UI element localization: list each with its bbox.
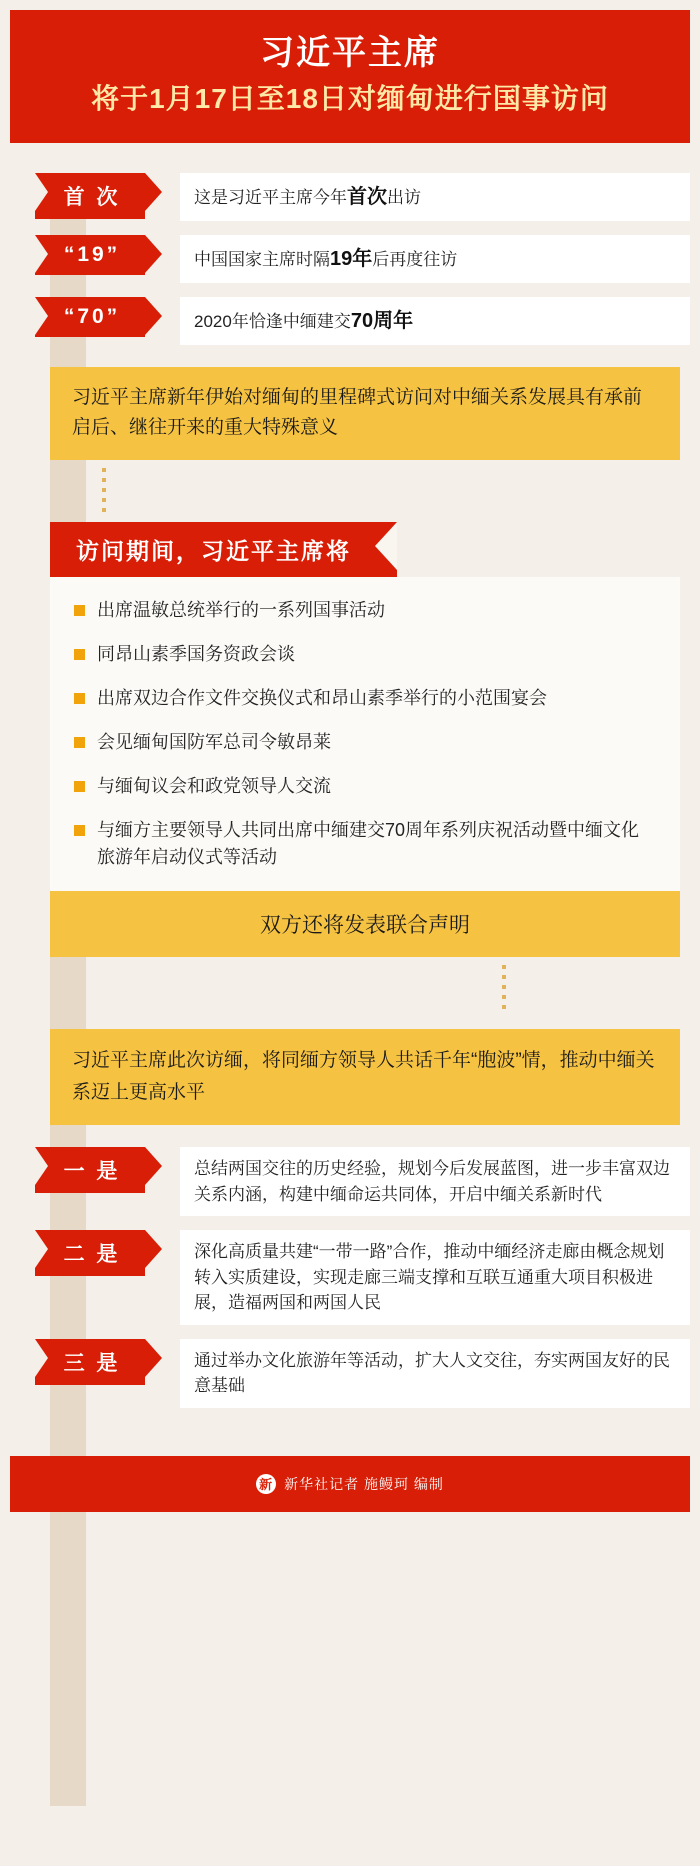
square-bullet-icon: [74, 649, 85, 660]
significance-box: 习近平主席新年伊始对缅甸的里程碑式访问对中缅关系发展具有承前启后、继往开来的重大特殊意义: [50, 367, 680, 460]
list-item: [74, 773, 656, 800]
point-tag-one: 一 是: [35, 1147, 145, 1193]
list-item-label: 与缅甸议会和政党领导人交流: [97, 775, 331, 796]
main-content: [0, 173, 700, 1430]
highlight-text-after: 出访: [387, 187, 421, 207]
credit-line: [256, 1474, 444, 1494]
visit-activity-list: [50, 577, 680, 891]
list-item: [74, 729, 656, 756]
list-item: [74, 641, 656, 668]
lead-text-box: 习近平主席此次访缅，将同缅方领导人共话千年“胞波”情，推动中缅关系迈上更高水平: [50, 1029, 680, 1126]
point-text-two: 深化高质量共建“一带一路”合作，推动中缅经济走廊由概念规划转入实质建设，实现走廊三端支撑和互联互通重大项目积极进展，造福两国和两国人民: [180, 1230, 690, 1325]
point-text-one: 总结两国交往的历史经验，规划今后发展蓝图，进一步丰富双边关系内涵，构建中缅命运共同体，开启中缅关系新时代: [180, 1147, 690, 1216]
point-row: [10, 1230, 690, 1325]
square-bullet-icon: [74, 693, 85, 704]
highlights-section: [10, 173, 690, 345]
list-item-label: 出席双边合作文件交换仪式和昂山素季举行的小范围宴会: [97, 687, 547, 708]
highlight-text-19: [180, 235, 690, 283]
highlight-text-first: [180, 173, 690, 221]
visit-section: [10, 522, 690, 957]
square-bullet-icon: [74, 737, 85, 748]
list-item: [74, 685, 656, 712]
highlight-tag-19: “19”: [35, 235, 145, 275]
highlight-emphasis: 70周年: [350, 309, 414, 332]
page-subtitle: 将于1月17日至18日对缅甸进行国事访问: [91, 82, 609, 114]
point-row: [10, 1339, 690, 1408]
highlight-tag-70: “70”: [35, 297, 145, 337]
spacer: [10, 1422, 690, 1430]
highlight-text-before: 这是习近平主席今年: [194, 187, 347, 207]
highlight-emphasis: 首次: [347, 185, 387, 208]
point-tag-two: 二 是: [35, 1230, 145, 1276]
header-banner: [10, 10, 690, 143]
list-item-label: 出席温敏总统举行的一系列国事活动: [97, 599, 385, 620]
highlight-text-before: 2020年恰逢中缅建交: [194, 311, 351, 331]
credit-text: 新华社记者 施鳗珂 编制: [284, 1475, 444, 1492]
visit-section-banner: 访问期间，习近平主席将: [50, 522, 397, 577]
highlight-row: [10, 173, 690, 221]
points-section: [10, 1147, 690, 1408]
connector-dots: [102, 468, 106, 514]
point-tag-three: 三 是: [35, 1339, 145, 1385]
highlight-emphasis: 19年: [330, 247, 373, 270]
list-item: [74, 817, 656, 871]
highlight-text-before: 中国国家主席时隔: [194, 249, 330, 269]
page-title: 习近平主席: [260, 34, 440, 72]
highlight-text-after: 后再度往访: [372, 249, 458, 269]
square-bullet-icon: [74, 825, 85, 836]
list-item-label: 同昂山素季国务资政会谈: [97, 643, 295, 664]
highlight-text-70: [180, 297, 690, 345]
square-bullet-icon: [74, 781, 85, 792]
point-row: [10, 1147, 690, 1216]
list-item-label: 会见缅甸国防军总司令敏昂莱: [97, 731, 331, 752]
highlight-tag-first: 首 次: [35, 173, 145, 219]
connector-dots-right: [502, 965, 506, 1011]
footer-bar: [10, 1456, 690, 1512]
joint-statement-box: 双方还将发表联合声明: [50, 891, 680, 957]
point-text-three: 通过举办文化旅游年等活动，扩大人文交往，夯实两国友好的民意基础: [180, 1339, 690, 1408]
list-item-label: 与缅方主要领导人共同出席中缅建交70周年系列庆祝活动暨中缅文化旅游年启动仪式等活动: [97, 819, 640, 867]
highlight-row: [10, 235, 690, 283]
list-item: [74, 597, 656, 624]
square-bullet-icon: [74, 605, 85, 616]
xinhua-badge-icon: 新: [256, 1474, 276, 1494]
highlight-row: [10, 297, 690, 345]
